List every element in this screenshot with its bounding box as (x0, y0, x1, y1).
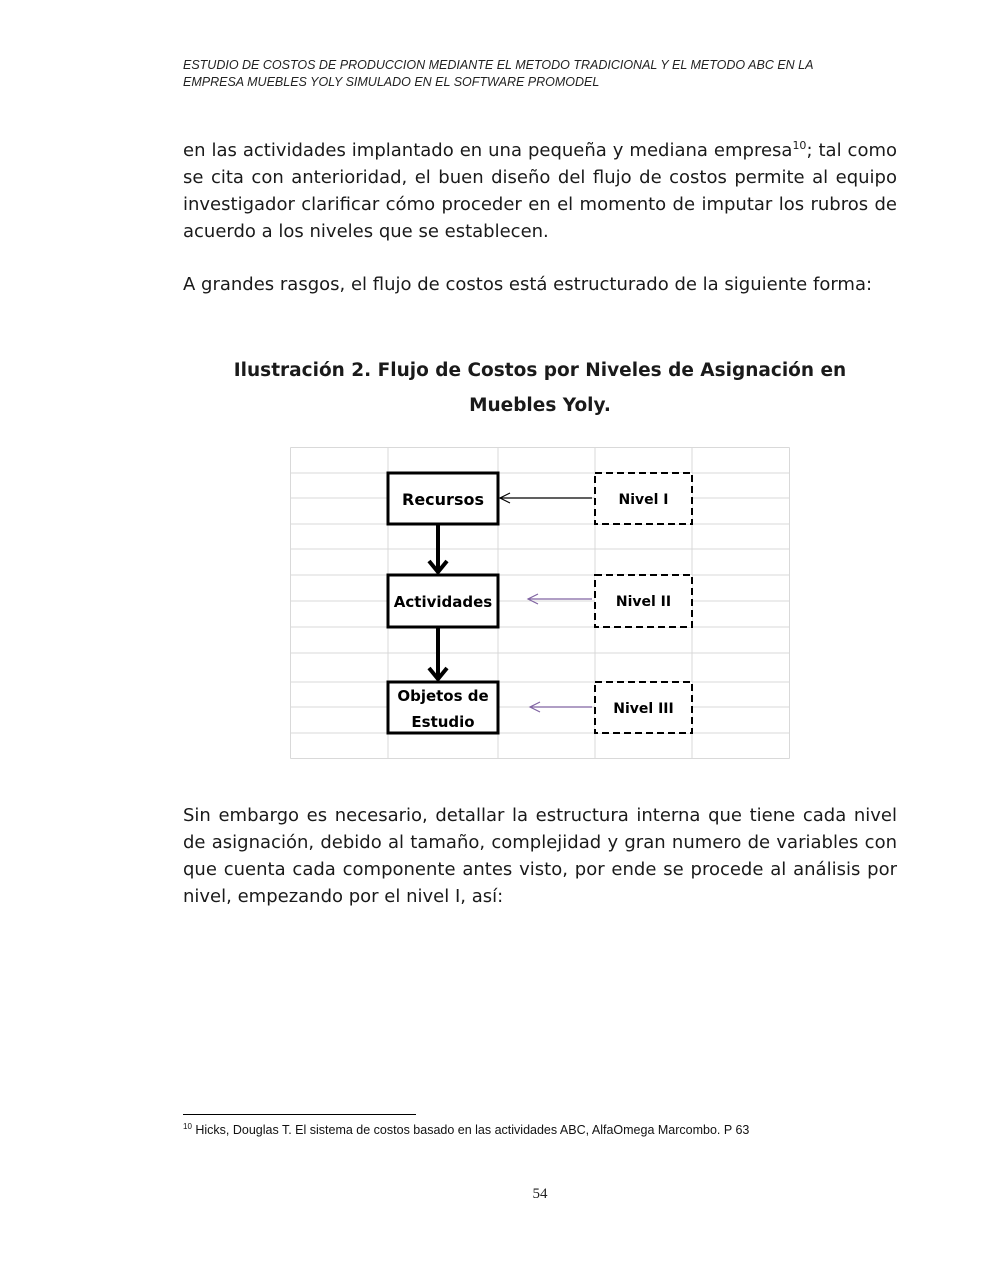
box-actividades (388, 575, 498, 627)
figure-caption-line-2: Muebles Yoly. (469, 395, 611, 416)
level-box-nivel-1 (595, 473, 692, 524)
box-objetos-de-estudio (388, 682, 498, 733)
arrow-recursos-to-actividades (429, 524, 447, 572)
footnote-text: Hicks, Douglas T. El sistema de costos basado en las actividades ABC, AlfaOmega Marcombo. P 63 (191, 1123, 750, 1137)
paragraph-structure: A grandes rasgos, el flujo de costos está estructurado de la siguiente forma: (183, 274, 873, 295)
arrow-nivel-3-to-objetos (530, 702, 592, 712)
box-recursos (388, 473, 498, 524)
paragraph-intro (183, 137, 897, 245)
paragraph-intro-end: ; tal como se cita con anterioridad, el buen diseño del flujo de costos permite al equipo investigador clarificar cómo proceder en el momento de imputar los rubros de acuerdo a los niveles que se establecen. (183, 140, 897, 242)
running-header (183, 57, 883, 91)
level-box-nivel-2 (595, 575, 692, 627)
running-header-line-2: EMPRESA MUEBLES YOLY SIMULADO EN EL SOFTWARE PROMODEL (183, 75, 600, 89)
cost-flow-diagram-svg (290, 447, 790, 759)
paragraph-analysis: Sin embargo es necesario, detallar la estructura interna que tiene cada nivel de asignación, debido al tamaño, complejidad y gran numero de variables con que cuenta cada componente antes visto, por ende se procede al análisis por nivel, empezando por el nivel I, así: (183, 805, 897, 907)
running-header-line-1: ESTUDIO DE COSTOS DE PRODUCCION MEDIANTE EL METODO TRADICIONAL Y EL METODO ABC EN LA (183, 58, 814, 72)
footnote-reference[interactable]: 10 (792, 139, 807, 152)
box-actividades-label: Actividades (393, 593, 493, 611)
paragraph-intro-start: en las actividades implantado en una pequeña y mediana empresa (183, 140, 793, 161)
arrow-nivel-1-to-recursos (500, 493, 592, 503)
level-label-nivel-3: Nivel III (613, 701, 674, 717)
footnote (183, 1121, 897, 1139)
level-label-nivel-2: Nivel II (615, 594, 672, 610)
box-objetos-label-line-1: Objetos de (397, 687, 489, 705)
page-number: 54 (532, 1186, 548, 1202)
arrow-nivel-2-to-actividades (528, 594, 592, 604)
footnote-separator (183, 1114, 416, 1115)
footnote-number: 10 (183, 1122, 192, 1131)
box-objetos-label-line-2: Estudio (411, 713, 475, 731)
figure-caption-line-1: Ilustración 2. Flujo de Costos por Niveles de Asignación en (233, 360, 847, 381)
level-label-nivel-1: Nivel I (618, 492, 669, 508)
figure-caption (183, 353, 897, 423)
box-recursos-label: Recursos (402, 490, 484, 509)
level-box-nivel-3 (595, 682, 692, 733)
cost-flow-diagram (290, 447, 790, 759)
